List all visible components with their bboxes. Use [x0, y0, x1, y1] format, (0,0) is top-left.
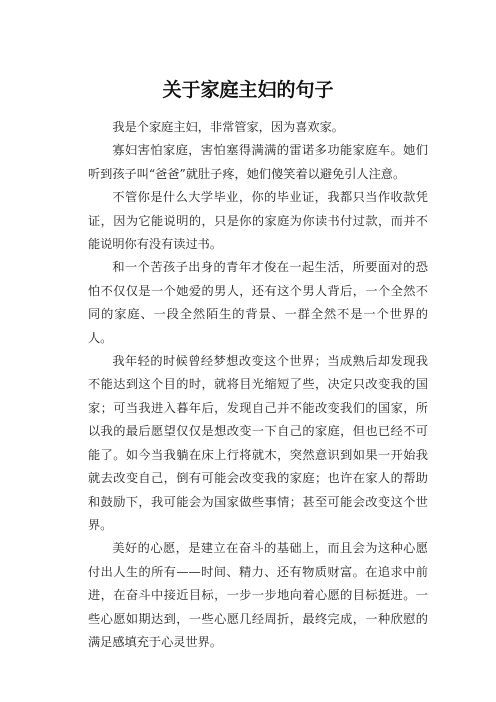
- document-body: [88, 116, 428, 654]
- paragraph-6: 美好的心愿，是建立在奋斗的基础上，而且会为这种心愿付出人生的所有——时间、精力、还有物质财富。在追求中前进，在奋斗中接近目标，一步一步地向着心愿的目标挺进。一些心愿如期达到，一些心愿几经周折，最终完成，一种欣慰的满足感填充于心灵世界。: [88, 541, 428, 649]
- paragraph-4: 和一个苦孩子出身的青年才俊在一起生活，所要面对的恐怕不仅仅是一个她爱的男人，还有这个男人背后，一个全然不同的家庭、一段全然陌生的背景、一群全然不是一个世界的人。: [88, 260, 428, 345]
- document-title: 关于家庭主妇的句子: [162, 79, 334, 101]
- paragraph-5: 我年轻的时候曾经梦想改变这个世界；当成熟后却发现我不能达到这个目的时，就将目光缩短了些，决定只改变我的国家；可当我进入暮年后，发现自己并不能改变我们的国家，所以我的最后愿望仅仅是想改变一下自己的家庭，但也已经不可能了。如今当我躺在床上行将就木，突然意识到如果一开始我就去改变自己，倒有可能会改变我的家庭；也许在家人的帮助和鼓励下，我可能会为国家做些事情；甚至可能会改变这个世界。: [88, 354, 428, 532]
- paragraph-3: 不管你是什么大学毕业，你的毕业证，我都只当作收款凭证，因为它能说明的，只是你的家庭为你读书付过款，而并不能说明你有没有读过书。: [88, 190, 428, 252]
- paragraph-1: 我是个家庭主妇，非常管家，因为喜欢家。: [112, 120, 344, 134]
- paragraph-2: 寡妇害怕家庭，害怕塞得满满的雷诺多功能家庭车。她们听到孩子叫“爸爸”就肚子疼，她们傻笑着以避免引人注意。: [88, 143, 428, 181]
